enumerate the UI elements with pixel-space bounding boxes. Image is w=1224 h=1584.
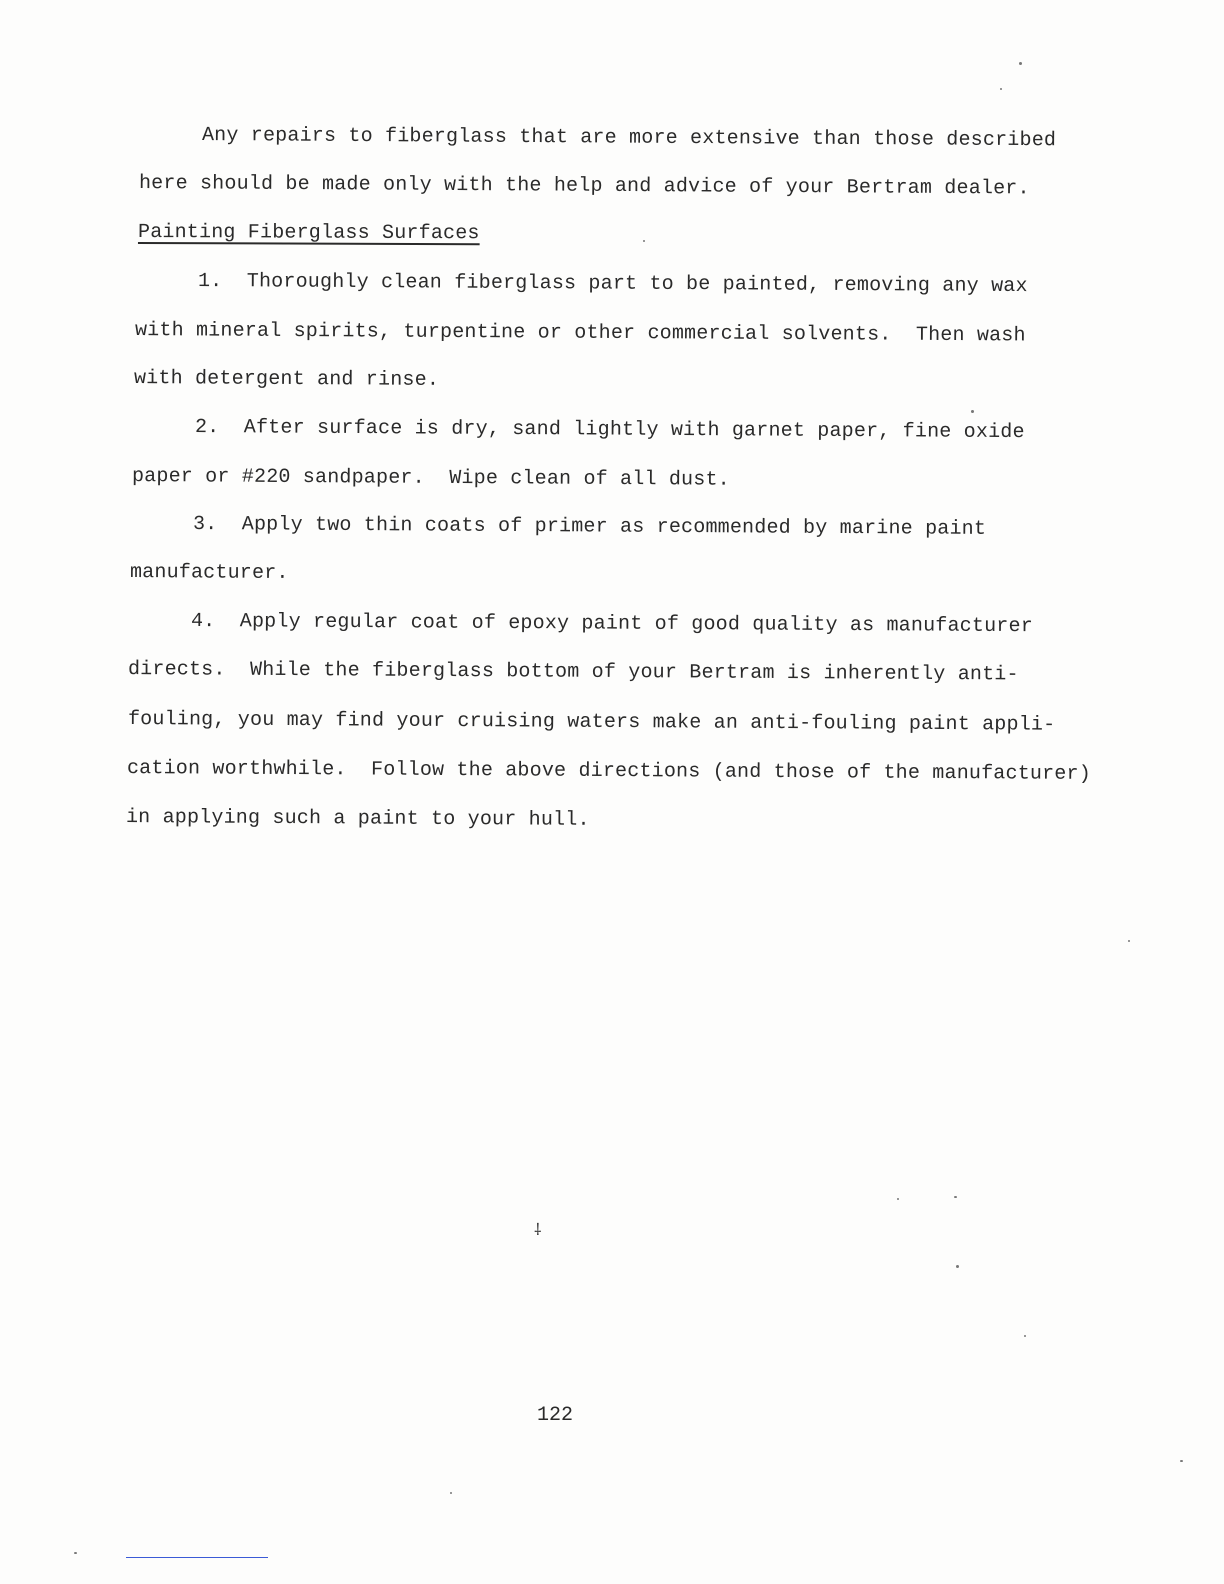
scan-speck (1180, 1460, 1183, 1462)
step-4-line-4: cation worthwhile. Follow the above directions (and those of the manufacturer) (126, 757, 1092, 786)
stray-ink-mark: ⸸ (534, 1222, 542, 1240)
step-1-line-3: with detergent and rinse. (133, 367, 440, 392)
step-2-line-2: paper or #220 sandpaper. Wipe clean of all dust. (131, 465, 730, 492)
footer-rule (126, 1557, 268, 1558)
step-4-line-2: directs. While the fiberglass bottom of your Bertram is inherently anti- (127, 658, 1019, 687)
section-heading: Painting Fiberglass Surfaces (137, 221, 480, 246)
scan-speck (954, 1196, 957, 1198)
step-3-line-2: manufacturer. (129, 561, 289, 585)
scan-speck (1024, 1335, 1026, 1337)
step-1-line-1: 1. Thoroughly clean fiberglass part to be painted, removing any wax (197, 270, 1028, 299)
step-4-line-3: fouling, you may find your cruising waters make an anti-fouling paint appli- (127, 708, 1056, 737)
scan-speck (450, 1492, 452, 1494)
scan-speck (643, 240, 645, 242)
step-4-line-1: 4. Apply regular coat of epoxy paint of good quality as manufacturer (190, 610, 1033, 639)
step-3-line-1: 3. Apply two thin coats of primer as recommended by marine paint (192, 513, 987, 541)
intro-line-2: here should be made only with the help and advice of your Bertram dealer. (138, 172, 1030, 201)
scan-speck (971, 410, 974, 413)
scan-speck (956, 1265, 959, 1268)
step-2-line-1: 2. After surface is dry, sand lightly with garnet paper, fine oxide (194, 416, 1025, 445)
page-number: 122 (537, 1404, 574, 1427)
step-4-line-5: in applying such a paint to your hull. (125, 806, 590, 832)
intro-line-1: Any repairs to fiberglass that are more extensive than those described (201, 124, 1057, 153)
step-1-line-2: with mineral spirits, turpentine or other commercial solvents. Then wash (134, 319, 1026, 348)
scan-speck (1128, 940, 1130, 942)
scan-speck (74, 1552, 77, 1554)
scan-speck (1019, 62, 1022, 65)
scan-speck (897, 1198, 899, 1200)
scan-speck (1000, 88, 1002, 90)
